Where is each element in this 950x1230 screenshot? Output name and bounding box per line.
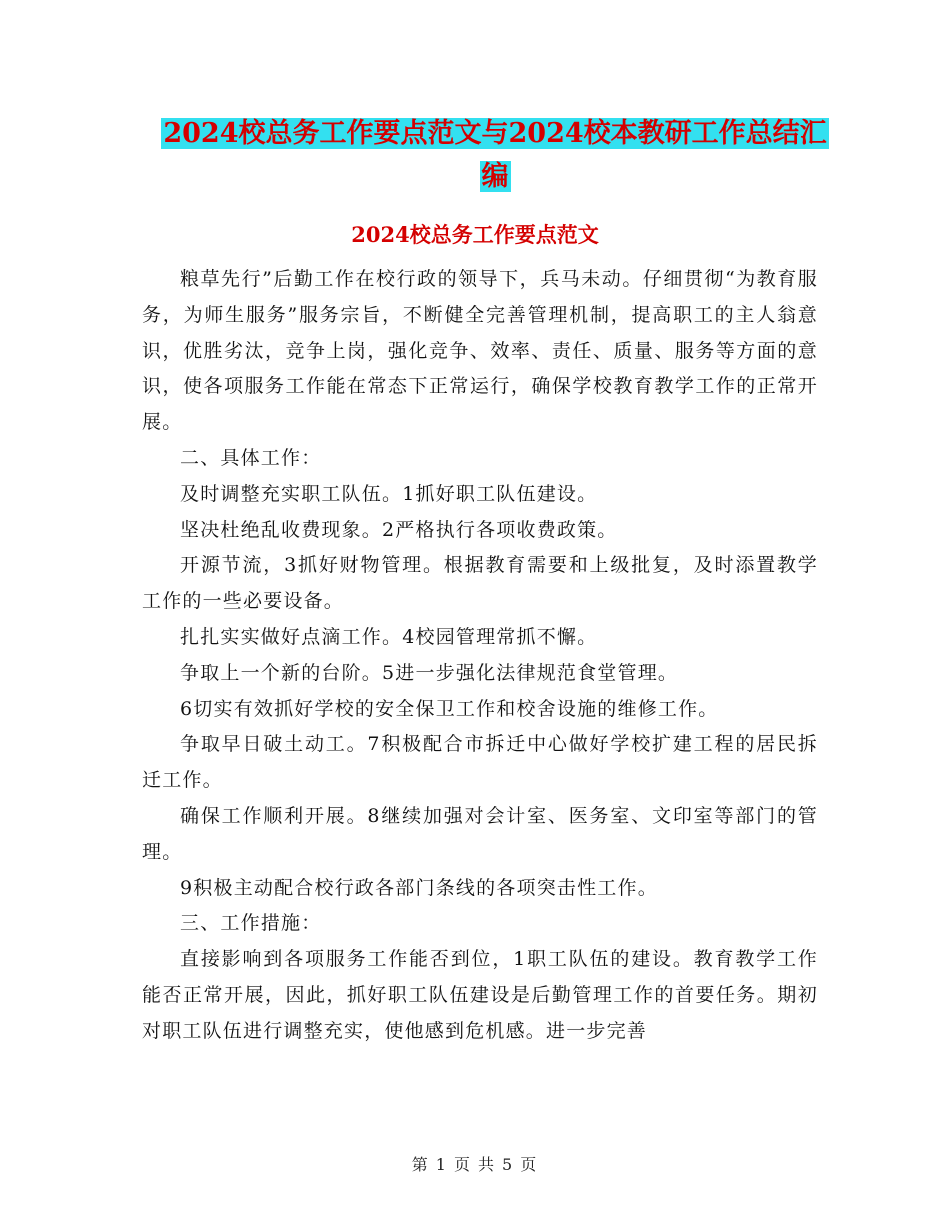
footer-label-ye2: 页 [520,1155,539,1174]
paragraph: 粮草先行”后勤工作在校行政的领导下，兵马未动。仔细贯彻“为教育服务，为师生服务”服务宗旨，不断健全完善管理机制，提高职工的主人翁意识，优胜劣汰，竞争上岗，强化竞争、效率、责任、质量、服务等方面的意识，使各项服务工作能在常态下正常运行，确保学校教育教学工作的正常开展。 [142,268,818,434]
paragraph: 及时调整充实职工队伍。1抓好职工队伍建设。 [180,482,598,505]
title-line-1: 2024校总务工作要点范文与2024校本教研工作总结汇 [163,118,827,149]
paragraph: 开源节流，3抓好财物管理。根据教育需要和上级批复，及时添置教学工作的一些必要设备。 [142,554,818,613]
paragraph: 6切实有效抓好学校的安全保卫工作和校舍设施的维修工作。 [180,697,719,720]
footer-total-pages: 5 [502,1155,515,1174]
paragraph: 确保工作顺利开展。8继续加强对会计室、医务室、文印室等部门的管理。 [142,804,818,863]
footer-current-page: 1 [435,1155,448,1174]
paragraph: 三、工作措施： [180,912,322,935]
footer-label-total: 共 [478,1155,497,1174]
document-title [120,112,870,198]
paragraph: 争取早日破土动工。7积极配合市拆迁中心做好学校扩建工程的居民拆迁工作。 [142,733,818,792]
paragraph: 9积极主动配合校行政各部门条线的各项突击性工作。 [180,876,658,899]
paragraph: 直接影响到各项服务工作能否到位，1职工队伍的建设。教育教学工作能否正常开展，因此，抓好职工队伍建设是后勤管理工作的首要任务。期初对职工队伍进行调整充实，使他感到危机感。进一步完善 [142,948,818,1042]
paragraph: 扎扎实实做好点滴工作。4校园管理常抓不懈。 [180,625,598,648]
paragraph: 坚决杜绝乱收费现象。2严格执行各项收费政策。 [180,518,618,541]
paragraph: 争取上一个新的台阶。5进一步强化法律规范食堂管理。 [180,661,679,684]
title-line-2: 编 [481,161,509,192]
footer-label-ye: 页 [453,1155,472,1174]
body-text [142,262,818,1050]
page-footer [0,1152,950,1175]
section-title: 2024校总务工作要点范文 [351,222,599,247]
footer-label-page: 第 [411,1155,430,1174]
paragraph: 二、具体工作： [180,446,322,469]
